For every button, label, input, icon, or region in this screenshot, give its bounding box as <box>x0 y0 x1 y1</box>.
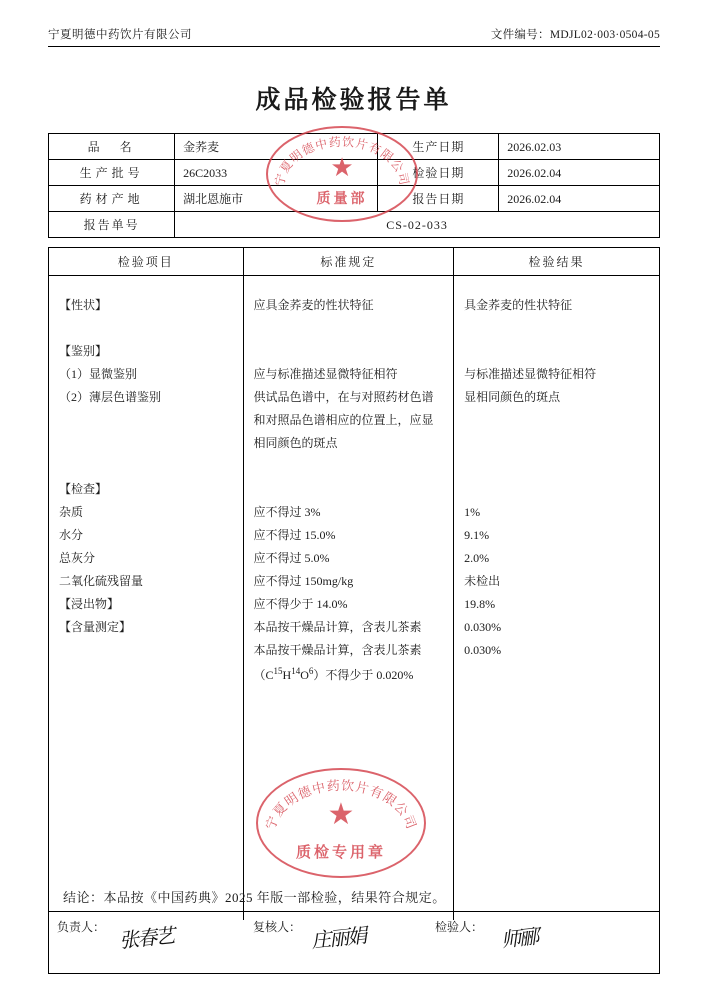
inspector-label: 检验人： <box>435 920 484 934</box>
seal-star-icon: ★ <box>330 153 354 182</box>
item-cell <box>49 437 244 460</box>
seal-sub-text-bottom: 质检专用章 <box>295 845 386 861</box>
inspection-date-value: 2026.02.04 <box>499 160 660 186</box>
result-cell: 具金荞麦的性状特征 <box>454 299 660 322</box>
item-cell <box>49 667 244 690</box>
table-row <box>49 437 660 460</box>
item-cell: 【检查】 <box>49 483 244 506</box>
manager-label: 负责人： <box>57 920 106 934</box>
manager-signature: 张春艺 <box>118 923 175 953</box>
item-cell: 【性状】 <box>49 299 244 322</box>
reviewer-signature: 庄丽娟 <box>310 923 367 953</box>
table-row <box>49 690 660 713</box>
table-row <box>49 368 660 391</box>
spec-cell: 应不得过 3% <box>243 506 454 529</box>
spec-cell-formula: $(C^{15}H^{14}O^6)$不得少于 0.020% <box>243 667 454 690</box>
result-cell: 2.0% <box>454 552 660 575</box>
column-header-spec: 标准规定 <box>243 248 454 276</box>
seal-sub-text-top: 质量部 <box>316 192 368 207</box>
svg-text:宁夏明德中药饮片有限公司: 宁夏明德中药饮片有限公司 <box>272 134 412 188</box>
item-cell <box>49 414 244 437</box>
spec-cell <box>243 460 454 483</box>
report-date-value: 2026.02.04 <box>499 186 660 212</box>
inspector-signature: 师郦 <box>500 924 539 952</box>
result-cell <box>454 667 660 690</box>
spec-cell: 和对照品色谱相应的位置上，应显 <box>243 414 454 437</box>
column-header-item: 检验项目 <box>49 248 244 276</box>
origin-value: 湖北恩施市 <box>175 186 378 212</box>
result-cell <box>454 483 660 506</box>
document-number: 文件编号：MDJL02·003·0504-05 <box>490 29 660 41</box>
spec-cell: 本品按干燥品计算，含表儿茶素 <box>243 644 454 667</box>
table-row <box>49 713 660 736</box>
batch-label: 生产批号 <box>49 160 175 186</box>
result-cell: 19.8% <box>454 598 660 621</box>
table-row <box>49 391 660 414</box>
result-cell <box>454 460 660 483</box>
spec-cell: 应不得过 5.0% <box>243 552 454 575</box>
product-info-table <box>48 133 660 238</box>
table-row <box>49 644 660 667</box>
item-cell: 总灰分 <box>49 552 244 575</box>
inspection-table-header <box>49 248 660 276</box>
table-row <box>49 483 660 506</box>
table-row <box>49 851 660 874</box>
signature-block <box>48 912 660 974</box>
result-cell <box>454 322 660 345</box>
table-row <box>49 575 660 598</box>
table-row <box>49 299 660 322</box>
result-cell: 0.030% <box>454 621 660 644</box>
batch-value: 26C2033 <box>175 160 378 186</box>
inspection-table <box>48 247 660 920</box>
result-cell: 1% <box>454 506 660 529</box>
result-cell: 显相同颜色的斑点 <box>454 391 660 414</box>
item-cell: 【含量测定】 <box>49 621 244 644</box>
spec-cell: 应不得少于 14.0% <box>243 598 454 621</box>
table-row <box>49 460 660 483</box>
table-row <box>49 805 660 828</box>
table-row <box>49 759 660 782</box>
company-name: 宁夏明德中药饮片有限公司 <box>48 29 192 41</box>
result-cell: 0.030% <box>454 644 660 667</box>
result-cell <box>454 414 660 437</box>
inspection-date-label: 检验日期 <box>378 160 499 186</box>
production-date-label: 生产日期 <box>378 134 499 160</box>
spec-cell: 应与标准描述显微特征相符 <box>243 368 454 391</box>
report-no-label: 报告单号 <box>49 212 175 238</box>
table-row <box>49 621 660 644</box>
report-no-value: CS-02-033 <box>175 212 660 238</box>
production-date-value: 2026.02.03 <box>499 134 660 160</box>
product-name-value: 金荞麦 <box>175 134 378 160</box>
seal-star-icon: ★ <box>327 798 355 831</box>
table-row <box>49 529 660 552</box>
spec-cell: 应具金荞麦的性状特征 <box>243 299 454 322</box>
item-cell: 杂质 <box>49 506 244 529</box>
table-row <box>49 828 660 851</box>
table-row <box>49 160 660 186</box>
table-row <box>49 414 660 437</box>
table-row <box>49 736 660 759</box>
spec-cell <box>243 322 454 345</box>
table-row <box>49 782 660 805</box>
spec-cell <box>243 276 454 300</box>
column-header-result: 检验结果 <box>454 248 660 276</box>
table-row <box>49 322 660 345</box>
item-cell: （1）显微鉴别 <box>49 368 244 391</box>
item-cell: 二氧化硫残留量 <box>49 575 244 598</box>
result-cell <box>454 276 660 300</box>
reviewer-label: 复核人： <box>253 920 302 934</box>
spec-cell: 相同颜色的斑点 <box>243 437 454 460</box>
table-row <box>49 598 660 621</box>
table-row <box>49 667 660 690</box>
table-row <box>49 212 660 238</box>
conclusion-text: 结论：本品按《中国药典》2025 年版一部检验，结果符合规定。 <box>48 883 660 912</box>
origin-label: 药材产地 <box>49 186 175 212</box>
svg-text:宁夏明德中药饮片有限公司: 宁夏明德中药饮片有限公司 <box>262 777 420 832</box>
page-title: 成品检验报告单 <box>255 87 452 114</box>
item-cell: （2）薄层色谱鉴别 <box>49 391 244 414</box>
table-row <box>49 186 660 212</box>
result-cell: 9.1% <box>454 529 660 552</box>
spec-cell <box>243 345 454 368</box>
product-name-label: 品 名 <box>49 134 175 160</box>
document-header <box>48 26 660 47</box>
result-cell: 未检出 <box>454 575 660 598</box>
spec-cell: 应不得过 150mg/kg <box>243 575 454 598</box>
table-row <box>49 506 660 529</box>
item-cell: 水分 <box>49 529 244 552</box>
item-cell: 【浸出物】 <box>49 598 244 621</box>
item-cell <box>49 644 244 667</box>
result-cell <box>454 345 660 368</box>
item-cell <box>49 322 244 345</box>
report-date-label: 报告日期 <box>378 186 499 212</box>
table-row <box>49 345 660 368</box>
item-cell: 【鉴别】 <box>49 345 244 368</box>
result-cell <box>454 437 660 460</box>
spec-cell <box>243 483 454 506</box>
table-row <box>49 276 660 300</box>
spec-cell: 供试品色谱中，在与对照药材色谱 <box>243 391 454 414</box>
item-cell <box>49 276 244 300</box>
result-cell: 与标准描述显微特征相符 <box>454 368 660 391</box>
spec-cell: 本品按干燥品计算，含表儿茶素 <box>243 621 454 644</box>
table-row <box>49 552 660 575</box>
table-row <box>49 134 660 160</box>
item-cell <box>49 460 244 483</box>
spec-cell: 应不得过 15.0% <box>243 529 454 552</box>
